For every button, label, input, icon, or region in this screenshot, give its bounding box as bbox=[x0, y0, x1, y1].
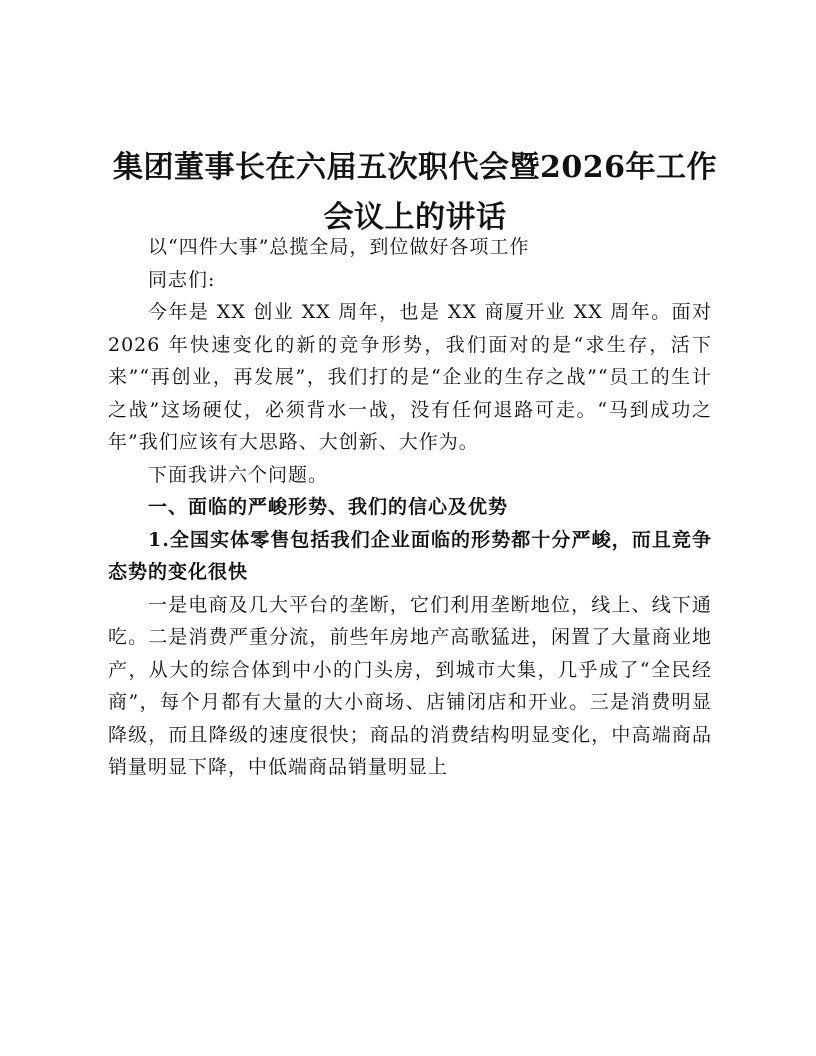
document-body bbox=[108, 231, 712, 784]
outline-paragraph: 下面我讲六个问题。 bbox=[148, 463, 329, 486]
intro-paragraph: 今年是 XX 创业 XX 周年，也是 XX 商厦开业 XX 周年。面对 2026 年快速变化的新的竞争形势，我们面对的是“求生存，活下来”“再创业，再发展”，我们打的是“企业的生存之战”“员工的生计之战”这场硬仗，必须背水一战，没有任何退路可走。“马到成功之年”我们应该有大思路、大创新、大作为。 bbox=[108, 301, 712, 453]
document-title: 集团董事长在六届五次职代会暨2026年工作会议上的讲话 bbox=[113, 150, 717, 235]
body-paragraph: 一是电商及几大平台的垄断，它们利用垄断地位，线上、线下通吃。二是消费严重分流，前些年房地产高歌猛进，闲置了大量商业地产，从大的综合体到中小的门头房，到城市大集，几乎成了“全民经商”，每个月都有大量的大小商场、店铺闭店和开业。三是消费明显降级，而且降级的速度很快；商品的消费结构明显变化，中高端商品销量明显下降，中低端商品销量明显上 bbox=[108, 593, 712, 778]
salutation-paragraph: 同志们: bbox=[148, 268, 216, 291]
section-heading: 一、面临的严峻形势、我们的信心及优势 bbox=[148, 496, 509, 518]
subsection-heading: 1.全国实体零售包括我们企业面临的形势都十分严峻，而且竞争态势的变化很快 bbox=[108, 528, 712, 583]
subtitle-paragraph: 以“四件大事”总揽全局，到位做好各项工作 bbox=[148, 236, 530, 258]
